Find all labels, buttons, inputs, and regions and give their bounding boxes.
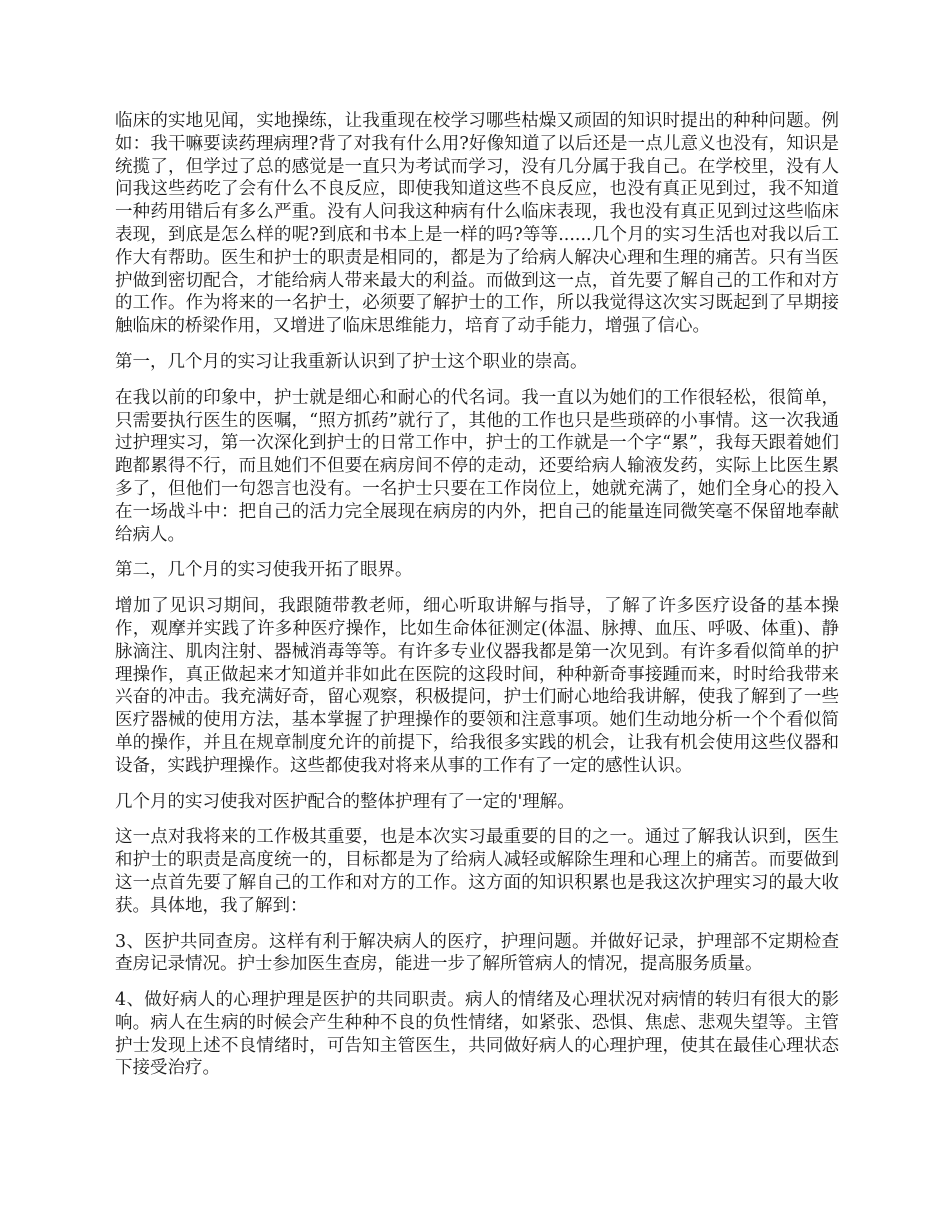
document-body	[115, 110, 839, 1093]
paragraph-first-point-heading: 第一，几个月的实习让我重新认识到了护士这个职业的崇高。	[115, 351, 588, 372]
paragraph-cooperation-detail: 这一点对我将来的工作极其重要，也是本次实习最重要的目的之一。通过了解我认识到，医生和护士的职责是高度统一的，目标都是为了给病人减轻或解除生理和心理上的痛苦。而要做到这一点首先要了解自己的工作和对方的工作。这方面的知识积累也是我这次护理实习的最大收获。具体地，我了解到：	[115, 827, 839, 916]
paragraph-second-point-heading: 第二，几个月的实习使我开拓了眼界。	[115, 560, 413, 581]
paragraph-practice-experience: 增加了见识习期间，我跟随带教老师，细心听取讲解与指导，了解了许多医疗设备的基本操作，观摩并实践了许多种医疗操作，比如生命体征测定(体温、脉搏、血压、呼吸、体重)、静脉滴注、肌肉注射、器械消毒等等。有许多专业仪器我都是第一次见到。有许多看似简单的护理操作，真正做起来才知道并非如此在医院的这段时间，种种新奇事接踵而来，时时给我带来兴奋的冲击。我充满好奇，留心观察，积极提问，护士们耐心地给我讲解，使我了解到了一些医疗器械的使用方法，基本掌握了护理操作的要领和注意事项。她们生动地分析一个个看似简单的操作，并且在规章制度允许的前提下，给我很多实践的机会，让我有机会使用这些仪器和设备，实践护理操作。这些都使我对将来从事的工作有了一定的感性认识。	[115, 596, 839, 776]
paragraph-cooperation-heading: 几个月的实习使我对医护配合的整体护理有了一定的'理解。	[115, 791, 575, 812]
paragraph-intro: 临床的实地见闻，实地操练，让我重现在校学习哪些枯燥又顽固的知识时提出的种种问题。例如：我干嘛要读药理病理?背了对我有什么用?好像知道了以后还是一点儿意义也没有，知识是统揽了，但学过了总的感觉是一直只为考试而学习，没有几分属于我自己。在学校里，没有人问我这些药吃了会有什么不良反应，即使我知道这些不良反应，也没有真正见到过，我不知道一种药用错后有多么严重。没有人问我这种病有什么临床表现，我也没有真正见到过这些临床表现，到底是怎么样的呢?到底和书本上是一样的吗?等等......几个月的实习生活也对我以后工作大有帮助。医生和护士的职责是相同的，都是为了给病人解决心理和生理的痛苦。只有当医护做到密切配合，才能给病人带来最大的利益。而做到这一点，首先要了解自己的工作和对方的工作。作为将来的一名护士，必须要了解护士的工作，所以我觉得这次实习既起到了早期接触临床的桥梁作用，又增进了临床思维能力，培育了动手能力，增强了信心。	[115, 111, 839, 337]
paragraph-nurse-work: 在我以前的印象中，护士就是细心和耐心的代名词。我一直以为她们的工作很轻松，很简单，只需要执行医生的医嘱，“照方抓药”就行了，其他的工作也只是些琐碎的小事情。这一次我通过护理实习，第一次深化到护士的日常工作中，护士的工作就是一个字“累”，我每天跟着她们跑都累得不行，而且她们不但要在病房间不停的走动，还要给病人输液发药，实际上比医生累多了，但他们一句怨言也没有。一名护士只要在工作岗位上，她就充满了，她们全身心的投入在一场战斗中：把自己的活力完全展现在病房的内外，把自己的能量连同微笑毫不保留地奉献给病人。	[115, 387, 839, 545]
paragraph-item-3: 3、医护共同查房。这样有利于解决病人的医疗，护理问题。并做好记录，护理部不定期检查查房记录情况。护士参加医生查房，能进一步了解所管病人的情况，提高服务质量。	[115, 931, 839, 975]
paragraph-item-4: 4、做好病人的心理护理是医护的共同职责。病人的情绪及心理状况对病情的转归有很大的影响。病人在生病的时候会产生种种不良的负性情绪，如紧张、恐惧、焦虑、悲观失望等。主管护士发现上述不良情绪时，可告知主管医生，共同做好病人的心理护理，使其在最佳心理状态下接受治疗。	[115, 990, 839, 1079]
